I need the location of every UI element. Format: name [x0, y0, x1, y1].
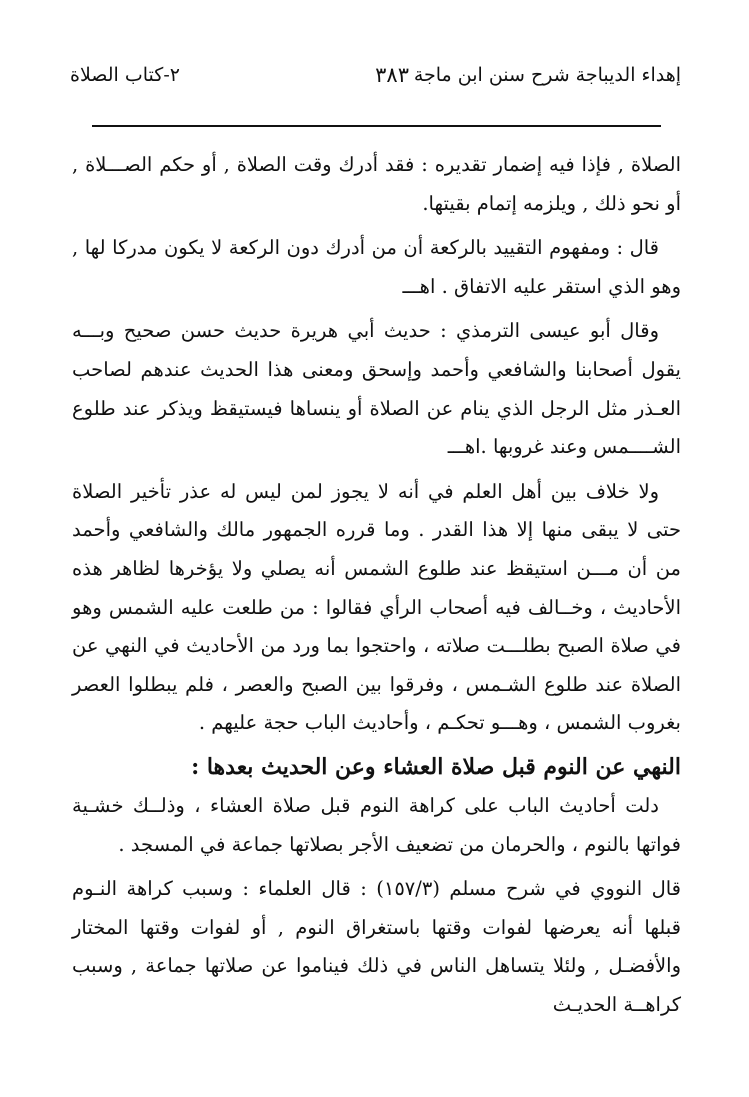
page-number: ٣٨٣ [375, 63, 409, 87]
paragraph-3: وقال أبو عيسى الترمذي : حديث أبي هريرة حديث حسن صحيح وبـــه يقول أصحابنا والشافعي وأحمد وإسحق ومعنى هذا الحديث عندهم لصاحب العـذر مثل الرجل الذي ينام عن الصلاة أو ينساها فيستيقظ ويذكر عند طلوع الشــــمس وعند غروبها .اهـــ [72, 319, 681, 459]
paragraph-4: ولا خلاف بين أهل العلم في أنه لا يجوز لمن ليس له عذر تأخير الصلاة حتى لا يبقى منها إلا هذا القدر . وما قرره الجمهور مالك والشافعي وأحمد من أن مـــن استيقظ عند طلوع الشمس أنه يصلي ولا يؤخرها لظاهر هذه الأحاديث ، وخــالف فيه أصحاب الرأي فقالوا : من طلعت عليه الشمس وهو في صلاة الصبح بطلـــت صلاته ، واحتجوا بما ورد من الأحاديث في النهي عن الصلاة عند طلوع الشـمس ، وفرقوا بين الصبح والعصر ، فلم يبطلوا العصر بغروب الشمس ، وهـــو تحكـم ، وأحاديث الباب حجة عليهم . [72, 479, 681, 735]
header-chapter-title: ٢-كتاب الصلاة [70, 64, 180, 86]
paragraph-1: الصلاة , فإذا فيه إضمار تقديره : فقد أدرك وقت الصلاة , أو حكم الصـــلاة , أو نحو ذلك , ويلزمه إتمام بقيتها. [72, 153, 681, 215]
header-book-title: إهداء الديباجة شرح سنن ابن ماجة [413, 64, 681, 86]
section-heading: النهي عن النوم قبل صلاة العشاء وعن الحديث بعدها : [191, 753, 681, 780]
header-divider [92, 125, 661, 127]
page-body [72, 146, 681, 1024]
running-header [70, 60, 681, 90]
paragraph-5: دلت أحاديث الباب على كراهة النوم قبل صلاة العشاء ، وذلــك خشـية فواتها بالنوم ، والحرمان من تضعيف الأجر بصلاتها جماعة في المسجد . [72, 793, 681, 856]
paragraph-6: قال النووي في شرح مسلم (١٥٧/٣) : قال العلماء : وسبب كراهة النـوم قبلها أنه يعرضها لفوات وقتها باستغراق النوم , أو لفوات وقتها المختار والأفضـل , ولئلا يتساهل الناس في ذلك فيناموا عن صلاتها جماعة , وسبب كراهــة الحديـث [72, 877, 682, 1016]
paragraph-2: قال : ومفهوم التقييد بالركعة أن من أدرك دون الركعة لا يكون مدركا لها , وهو الذي استقر عليه الاتفاق . اهـــ [72, 236, 681, 298]
